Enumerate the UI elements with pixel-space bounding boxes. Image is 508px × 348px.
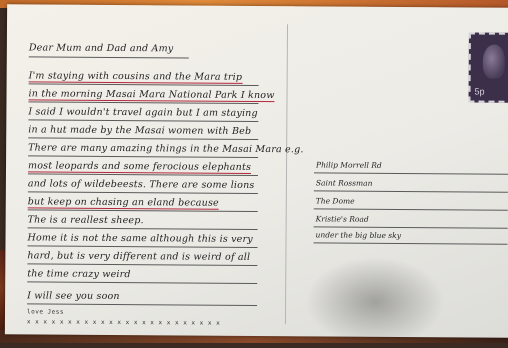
message-line: but keep on chasing an eland because — [27, 196, 219, 209]
writing-line — [28, 101, 258, 104]
address-line: Philip Morrell Rd — [316, 160, 382, 170]
message-line: and lots of wildebeests. There are some lions — [27, 178, 255, 191]
address-rule — [314, 226, 508, 228]
message-line: the time crazy weird — [27, 268, 131, 281]
address-rule — [314, 190, 508, 192]
address-line: Saint Rossman — [315, 178, 373, 188]
message-line: I said I wouldn't travel again but I am staying — [28, 106, 258, 119]
writing-line — [28, 155, 258, 158]
postcard-divider — [285, 24, 288, 324]
address-rule — [313, 242, 507, 244]
writing-line — [29, 56, 189, 58]
stamp-value: 5p — [474, 86, 485, 97]
writing-line — [28, 119, 258, 122]
message-line: I'm staying with cousins and the Mara trip — [28, 70, 243, 83]
address-line: The Dome — [315, 196, 355, 206]
writing-line — [28, 191, 258, 194]
writing-line — [29, 83, 259, 86]
footnote-2: x x x x x x x x x x x x x x x x x x x x x x x x — [26, 318, 221, 327]
message-line: in the morning Masai Mara National Park I know — [28, 88, 275, 102]
message-line: hard, but is very different and is weird of all — [27, 250, 251, 263]
queen-profile-icon — [483, 45, 505, 79]
message-line: in a hut made by the Masai women with Beb — [28, 124, 252, 137]
writing-line — [27, 263, 257, 266]
address-line: under the big blue sky — [315, 230, 401, 240]
address-line: Kristie's Road — [315, 214, 369, 224]
message-line: The is a reallest sheep. — [27, 214, 144, 227]
message-line: There are many amazing things in the Masai Mara e.g. — [28, 142, 304, 156]
footnote-1: love Jess — [26, 308, 65, 316]
postage-stamp — [468, 32, 508, 102]
message-line: most leopards and some ferocious elephants — [27, 160, 252, 173]
writing-line — [28, 173, 258, 176]
writing-line — [28, 209, 258, 212]
hand-shadow — [305, 256, 446, 347]
postcard — [5, 4, 508, 338]
signoff: I will see you soon — [27, 290, 120, 303]
address-rule — [314, 208, 508, 210]
greeting: Dear Mum and Dad and Amy — [28, 42, 174, 55]
writing-line — [27, 281, 257, 284]
address-rule — [314, 172, 508, 174]
writing-line — [28, 227, 258, 230]
message-line: Home it is not the same although this is very — [27, 232, 253, 245]
writing-line — [27, 303, 257, 306]
writing-line — [27, 245, 257, 248]
writing-line — [28, 137, 258, 140]
